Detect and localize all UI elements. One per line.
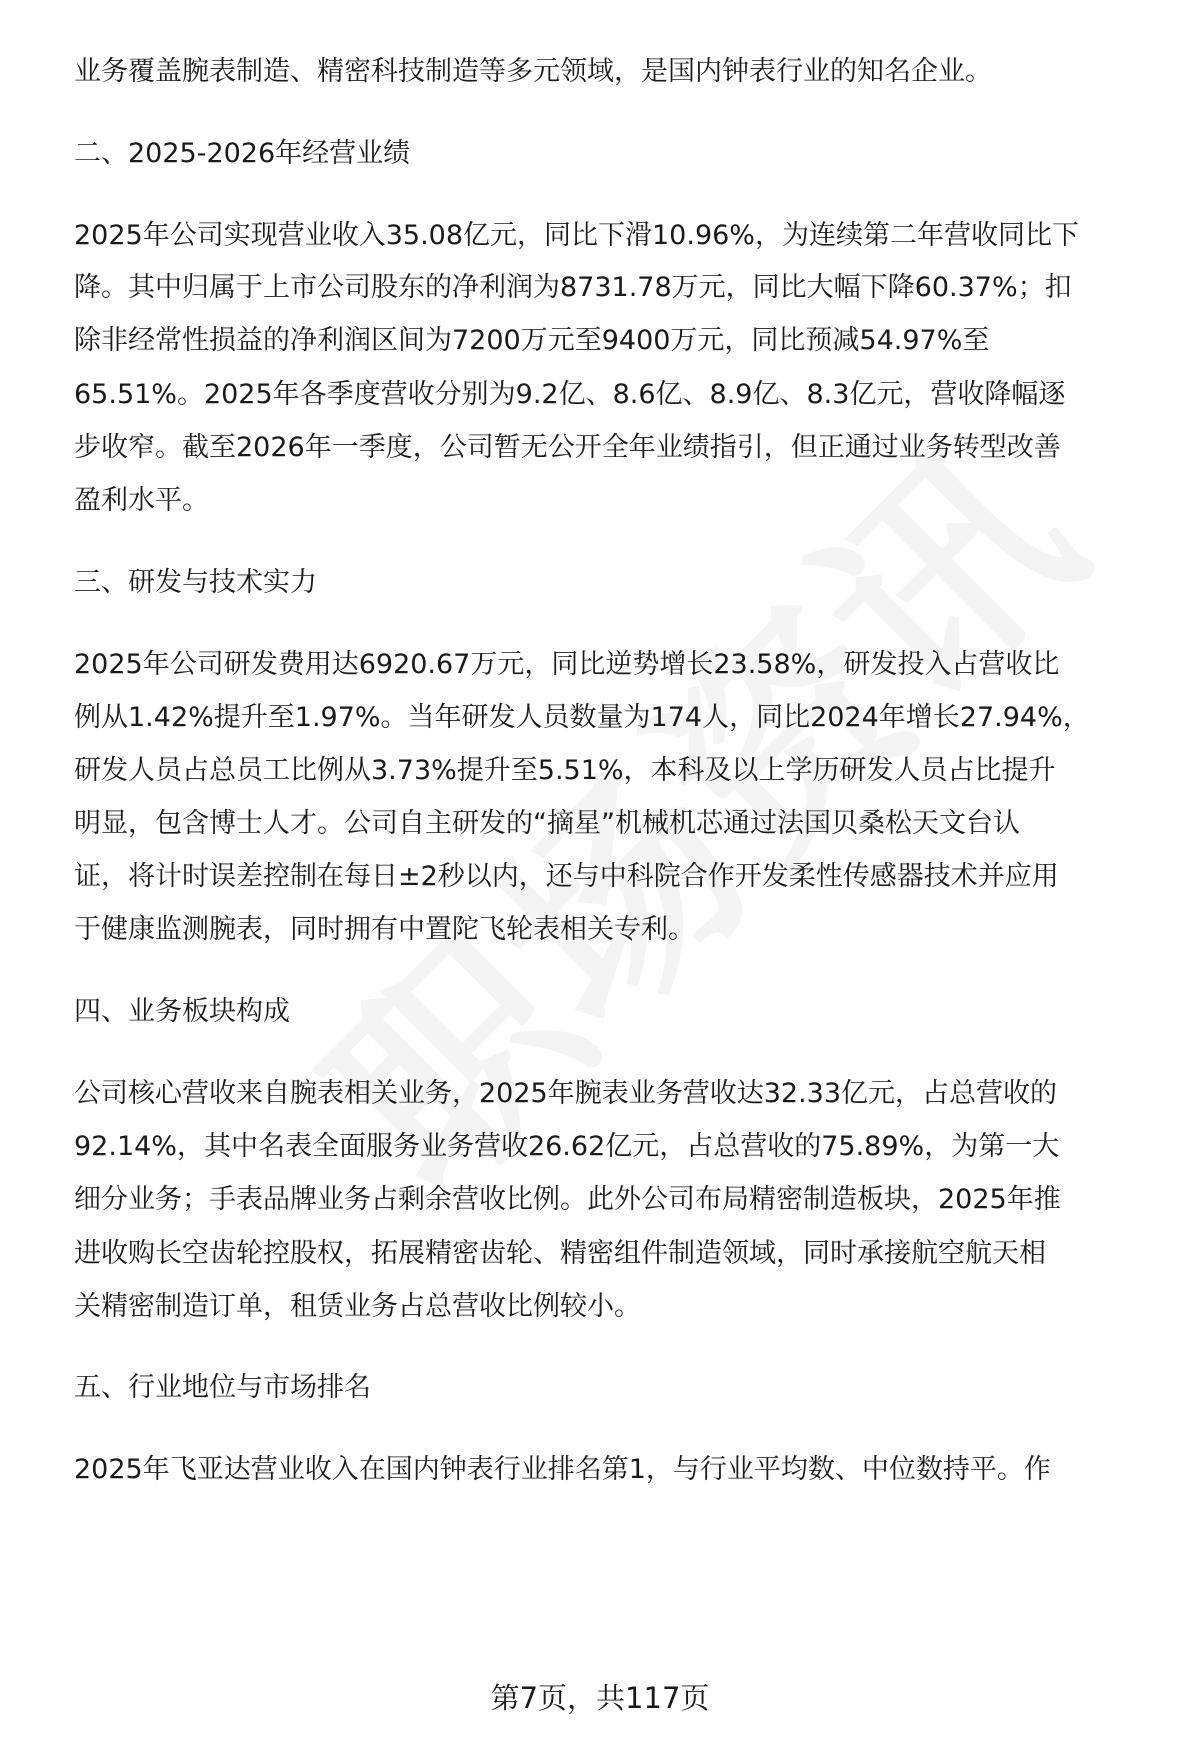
section-3-line-1: 2025年公司研发费用达6920.67万元，同比逆势增长23.58%，研发投入占营收比	[74, 649, 1060, 680]
section-2-line-4: 65.51%。2025年各季度营收分别为9.2亿、8.6亿、8.9亿、8.3亿元，营收降幅逐	[74, 379, 1066, 410]
section-4-line-5: 关精密制造订单，租赁业务占总营收比例较小。	[74, 1291, 641, 1322]
intro-tail-line: 业务覆盖腕表制造、精密科技制造等多元领域，是国内钟表行业的知名企业。	[74, 56, 992, 87]
section-3-line-4: 明显，包含博士人才。公司自主研发的“摘星”机械机芯通过法国贝桑松天文台认	[74, 808, 1020, 839]
section-2-line-6: 盈利水平。	[74, 485, 209, 516]
section-4-heading: 四、业务板块构成	[74, 996, 290, 1027]
section-2-line-2: 降。其中归属于上市公司股东的净利润为8731.78万元，同比大幅下降60.37%；扣	[74, 272, 1072, 303]
section-3-line-5: 证，将计时误差控制在每日±2秒以内，还与中科院合作开发柔性传感器技术并应用	[74, 861, 1059, 892]
page-number-footer: 第7页，共117页	[490, 1681, 710, 1715]
section-4-line-4: 进收购长空齿轮控股权，拓展精密齿轮、精密组件制造领域，同时承接航空航天相	[74, 1238, 1046, 1269]
section-3-line-2: 例从1.42%提升至1.97%。当年研发人员数量为174人，同比2024年增长27.94%，	[74, 702, 1090, 733]
section-3-heading: 三、研发与技术实力	[74, 567, 317, 598]
section-2-heading: 二、2025-2026年经营业绩	[74, 138, 411, 169]
section-3-line-6: 于健康监测腕表，同时拥有中置陀飞轮表相关专利。	[74, 914, 695, 945]
section-5-heading: 五、行业地位与市场排名	[74, 1372, 371, 1403]
section-2-line-3: 除非经常性损益的净利润区间为7200万元至9400万元，同比预减54.97%至	[74, 325, 990, 356]
section-5-line-1: 2025年飞亚达营业收入在国内钟表行业排名第1，与行业平均数、中位数持平。作	[74, 1454, 1051, 1485]
section-4-line-2: 92.14%，其中名表全面服务业务营收26.62亿元，占总营收的75.89%，为第一大	[74, 1131, 1060, 1162]
section-2-line-5: 步收窄。截至2026年一季度，公司暂无公开全年业绩指引，但正通过业务转型改善	[74, 432, 1061, 463]
section-4-line-1: 公司核心营收来自腕表相关业务，2025年腕表业务营收达32.33亿元，占总营收的	[74, 1078, 1058, 1109]
section-3-line-3: 研发人员占总员工比例从3.73%提升至5.51%，本科及以上学历研发人员占比提升	[74, 755, 1056, 786]
section-2-line-1: 2025年公司实现营业收入35.08亿元，同比下滑10.96%，为连续第二年营收同比下	[74, 220, 1079, 251]
section-4-line-3: 细分业务；手表品牌业务占剩余营收比例。此外公司布局精密制造板块，2025年推	[74, 1184, 1061, 1215]
